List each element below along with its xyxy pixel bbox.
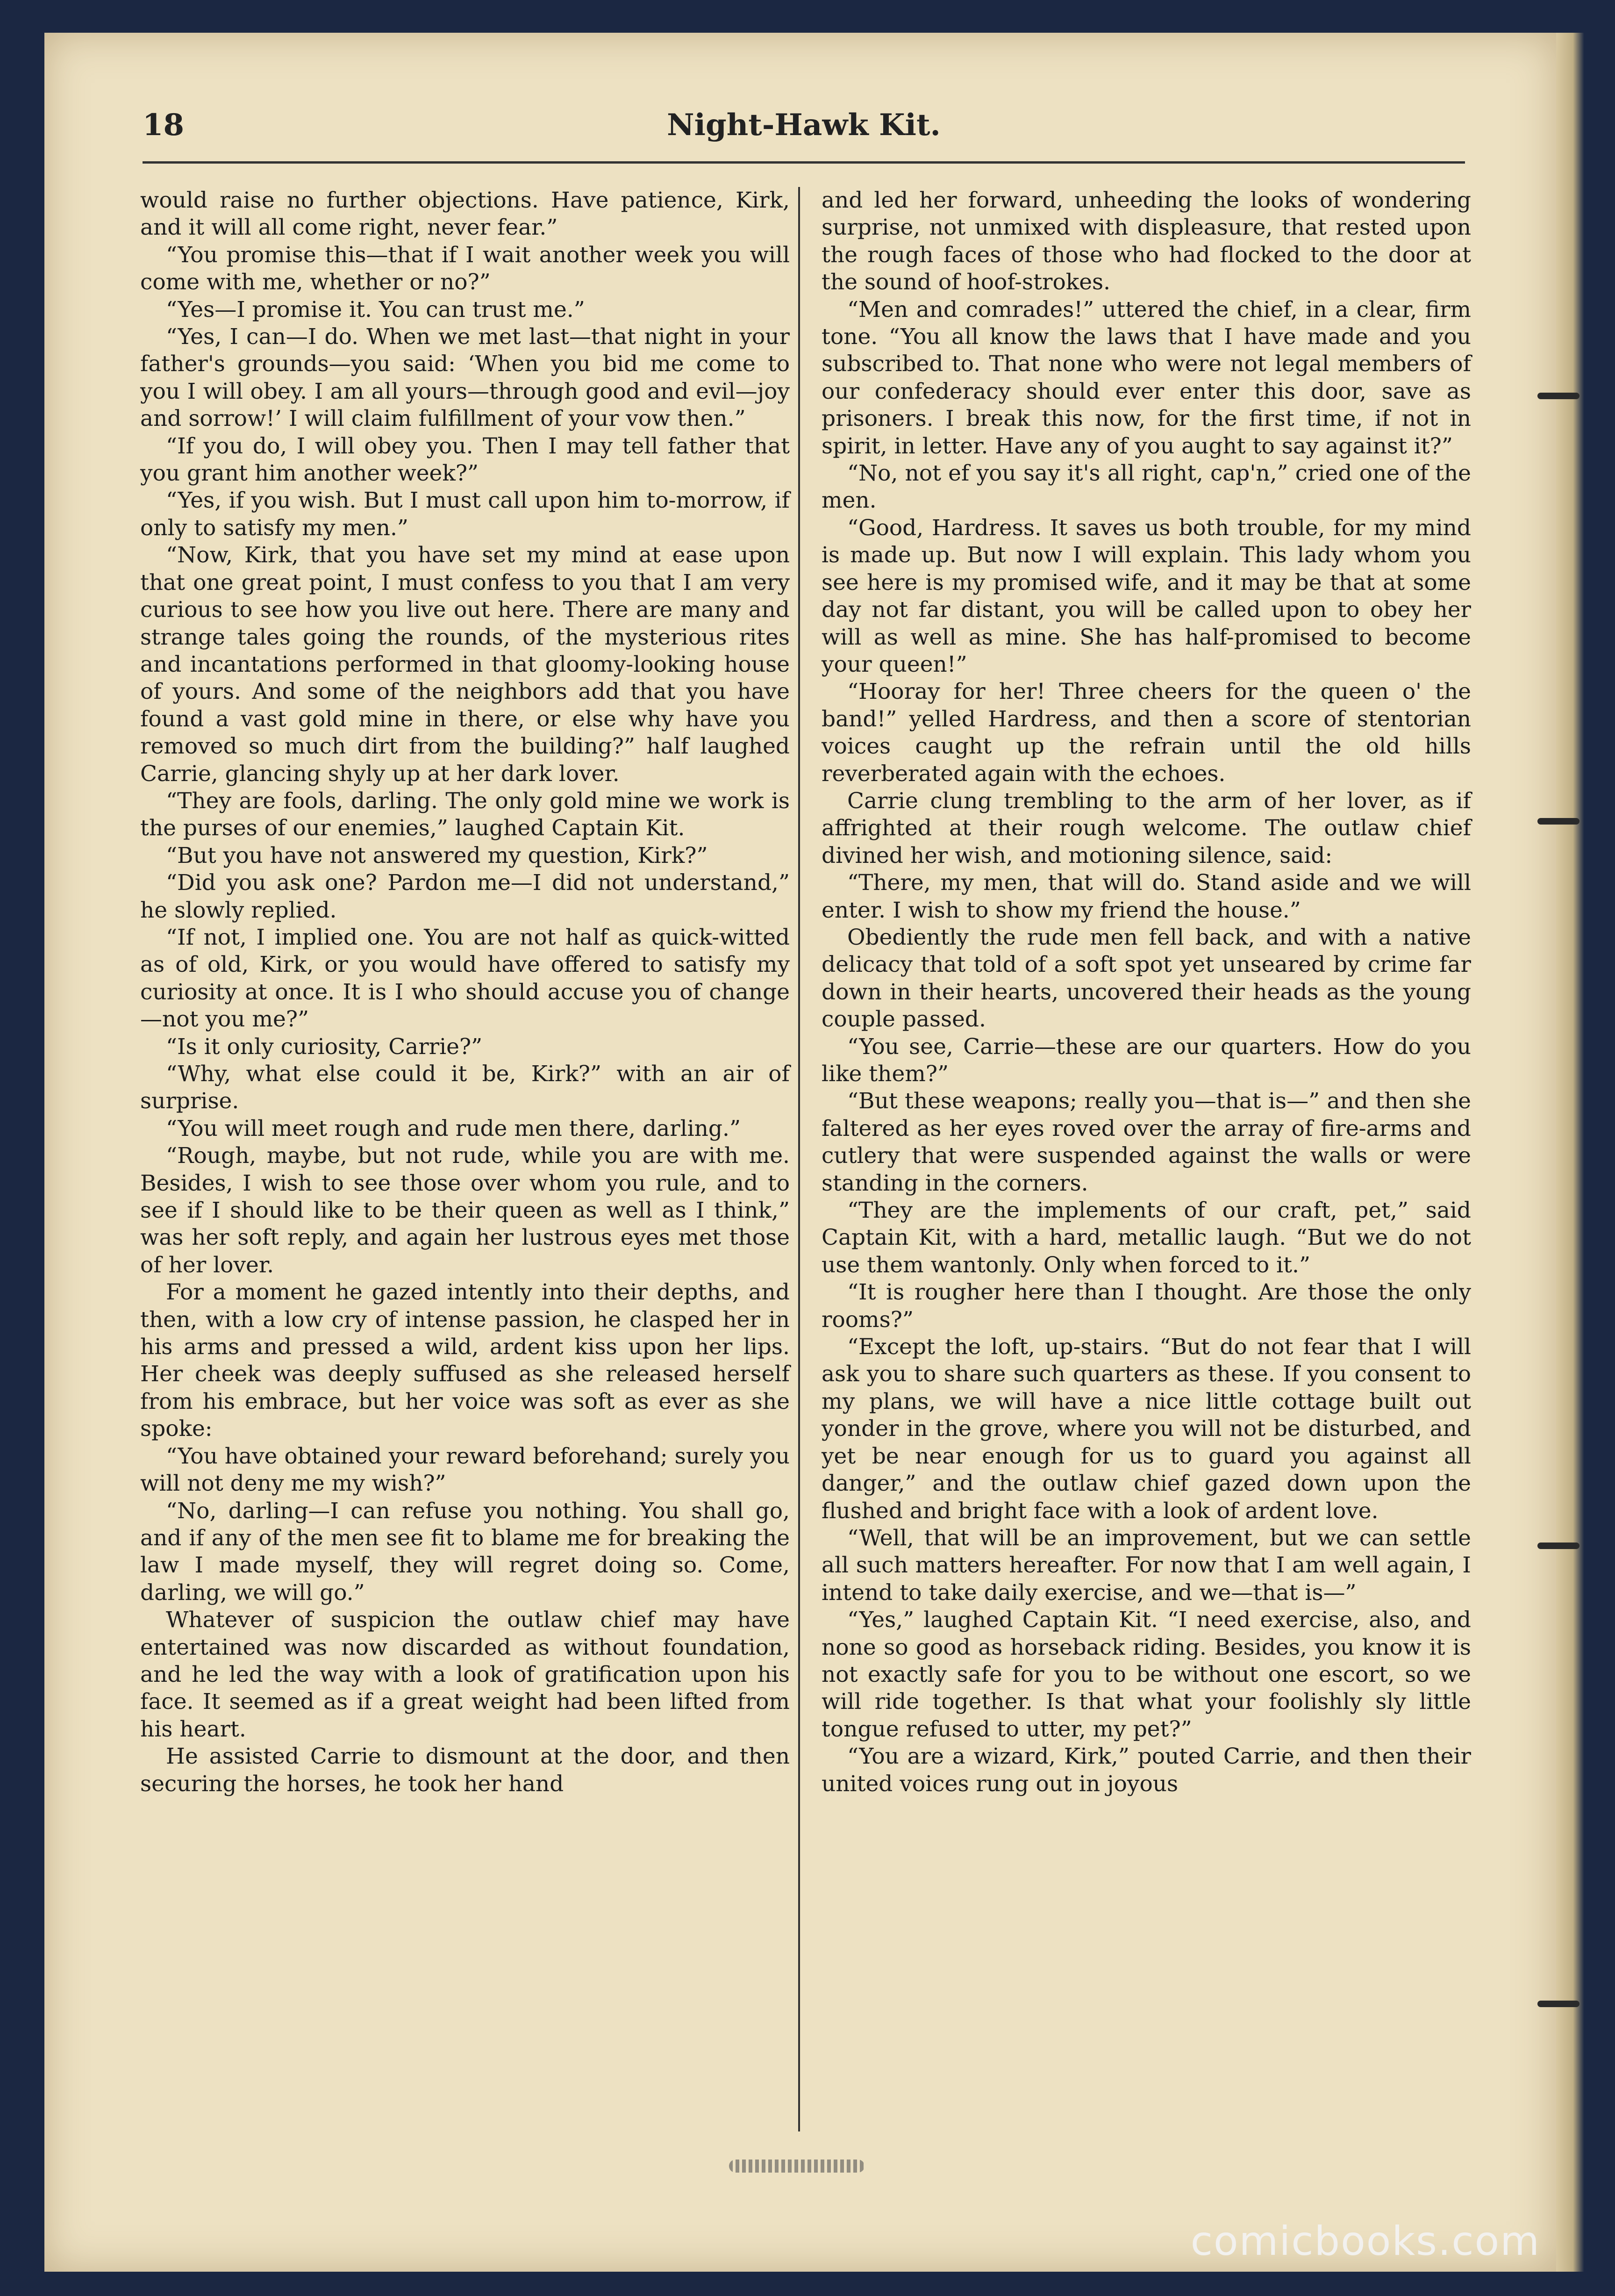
running-title: Night-Hawk Kit. (667, 108, 941, 143)
binding-stitch (1537, 818, 1579, 825)
right-column (822, 187, 1471, 1798)
paragraph: He assisted Carrie to dismount at the door, and then securing the horses, he took her hand (140, 1744, 790, 1797)
paragraph: “Yes, I can—I do. When we met last—that night in your father's grounds—you said: ‘When you bid me come to you I will obey. I am all yours—through good and evil—joy and sorrow!’ I will claim fulfillment of your vow then.” (140, 324, 790, 432)
paragraph: “Hooray for her! Three cheers for the queen o' the band!” yelled Hardress, and then a score of stentorian voices caught up the refrain until the old hills reverberated again with the echoes. (822, 679, 1471, 787)
paragraph: “You promise this—that if I wait another week you will come with me, whether or no?” (140, 242, 790, 295)
paragraph: For a moment he gazed intently into their depths, and then, with a low cry of intense passion, he clasped her in his arms and pressed a wild, ardent kiss upon her lips. Her cheek was deeply suffused as she released herself from his embrace, but her voice was soft as ever as she spoke: (140, 1279, 790, 1442)
paragraph: “Except the loft, up-stairs. “But do not fear that I will ask you to share such quarters as these. If you consent to my plans, we will have a nice little cottage built out yonder in the grove, where you will not be disturbed, and yet be near enough for us to guard you against all danger,” and the outlaw chief gazed down upon the flushed and bright face with a look of ardent love. (822, 1334, 1471, 1524)
binding-stitch (1537, 1543, 1579, 1549)
paragraph: “Yes,” laughed Captain Kit. “I need exercise, also, and none so good as horseback riding. Besides, you know it is not exactly safe for you to be without one escort, so we will ride together. Is that what your foolishly sly little tongue refused to utter, my pet?” (822, 1607, 1471, 1742)
paragraph: “No, not ef you say it's all right, cap'n,” cried one of the men. (822, 460, 1471, 514)
paragraph: “Good, Hardress. It saves us both trouble, for my mind is made up. But now I will explain. This lady whom you see here is my promised wife, and it may be that at some day not far distant, you will be called upon to obey her will as well as mine. She has half-promised to become your queen!” (822, 515, 1471, 677)
paragraph: Carrie clung trembling to the arm of her lover, as if affrighted at their rough welcome. The outlaw chief divined her wish, and motioning silence, said: (822, 788, 1471, 868)
paragraph: “Yes, if you wish. But I must call upon him to-morrow, if only to satisfy my men.” (140, 488, 790, 541)
paragraph: “Yes—I promise it. You can trust me.” (166, 296, 585, 323)
paragraph: “If you do, I will obey you. Then I may tell father that you grant him another week?” (140, 433, 790, 487)
paragraph: “They are fools, darling. The only gold mine we work is the purses of our enemies,” laughed Captain Kit. (140, 788, 790, 841)
header-rule (143, 161, 1465, 164)
paragraph: “But these weapons; really you—that is—” and then she faltered as her eyes roved over the array of fire-arms and cutlery that were suspended against the walls or were standing in the corners. (822, 1088, 1471, 1196)
binding-edge (1556, 33, 1584, 2272)
paragraph: “Is it only curiosity, Carrie?” (166, 1033, 483, 1060)
paragraph: “If not, I implied one. You are not half as quick-witted as of old, Kirk, or you would have offered to satisfy my curiosity at once. It is I who should accuse you of change—not you me?” (140, 924, 790, 1033)
footer-ornament (729, 2160, 865, 2173)
paragraph: Obediently the rude men fell back, and with a native delicacy that told of a soft spot yet unseared by crime far down in their hearts, uncovered their heads as the young couple passed. (822, 924, 1471, 1033)
page-header (143, 108, 1465, 145)
paragraph: “You are a wizard, Kirk,” pouted Carrie, and then their united voices rung out in joyous (822, 1744, 1471, 1797)
binding-stitch (1537, 393, 1579, 399)
binding-stitch (1537, 2001, 1579, 2007)
paragraph: “Now, Kirk, that you have set my mind at ease upon that one great point, I must confess to you that I am very curious to see how you live out here. There are many and strange tales going the rounds, of the mysterious rites and incantations performed in that gloomy-looking house of yours. And some of the neighbors add that you have found a vast gold mine in there, or else why have you removed so much dirt from the building?” half laughed Carrie, glancing shyly up at her dark lover. (140, 542, 790, 787)
paragraph: “Did you ask one? Pardon me—I did not understand,” he slowly replied. (140, 870, 790, 923)
page-number: 18 (143, 108, 185, 143)
paragraph: “But you have not answered my question, Kirk?” (166, 842, 708, 868)
left-column (140, 187, 790, 1798)
paragraph: “Why, what else could it be, Kirk?” with an air of surprise. (140, 1061, 790, 1114)
paragraph: Whatever of suspicion the outlaw chief may have entertained was now discarded as without foundation, and he led the way with a look of gratification upon his face. It seemed as if a great weight had been lifted from his heart. (140, 1607, 790, 1742)
paragraph: would raise no further objections. Have patience, Kirk, and it will all come right, never fear.” (140, 187, 790, 241)
watermark: comicbooks.com (1190, 2218, 1540, 2265)
paragraph: and led her forward, unheeding the looks of wondering surprise, not unmixed with displeasure, that rested upon the rough faces of those who had flocked to the door at the sound of hoof-strokes. (822, 187, 1471, 295)
paragraph: “You will meet rough and rude men there, darling.” (166, 1115, 741, 1141)
column-divider (798, 187, 800, 2131)
paragraph: “No, darling—I can refuse you nothing. You shall go, and if any of the men see fit to blame me for breaking the law I made myself, they will regret doing so. Come, darling, we will go.” (140, 1498, 790, 1606)
paragraph: “There, my men, that will do. Stand aside and we will enter. I wish to show my friend the house.” (822, 870, 1471, 923)
paragraph: “It is rougher here than I thought. Are those the only rooms?” (822, 1279, 1471, 1333)
paragraph: “You have obtained your reward beforehand; surely you will not deny me my wish?” (140, 1443, 790, 1497)
paragraph: “Rough, maybe, but not rude, while you are with me. Besides, I wish to see those over whom you rule, and to see if I should like to be their queen as well as I think,” was her soft reply, and again her lustrous eyes met those of her lover. (140, 1143, 790, 1278)
paragraph: “They are the implements of our craft, pet,” said Captain Kit, with a hard, metallic laugh. “But we do not use them wantonly. Only when forced to it.” (822, 1198, 1471, 1278)
paragraph: “Well, that will be an improvement, but we can settle all such matters hereafter. For now that I am well again, I intend to take daily exercise, and we—that is—” (822, 1525, 1471, 1606)
paragraph: “You see, Carrie—these are our quarters. How do you like them?” (822, 1033, 1471, 1087)
paragraph: “Men and comrades!” uttered the chief, in a clear, firm tone. “You all know the laws that I have made and you subscribed to. That none who were not legal members of our confederacy should ever enter this door, save as prisoners. I break this now, for the first time, if not in spirit, in letter. Have any of you aught to say against it?” (822, 296, 1471, 459)
